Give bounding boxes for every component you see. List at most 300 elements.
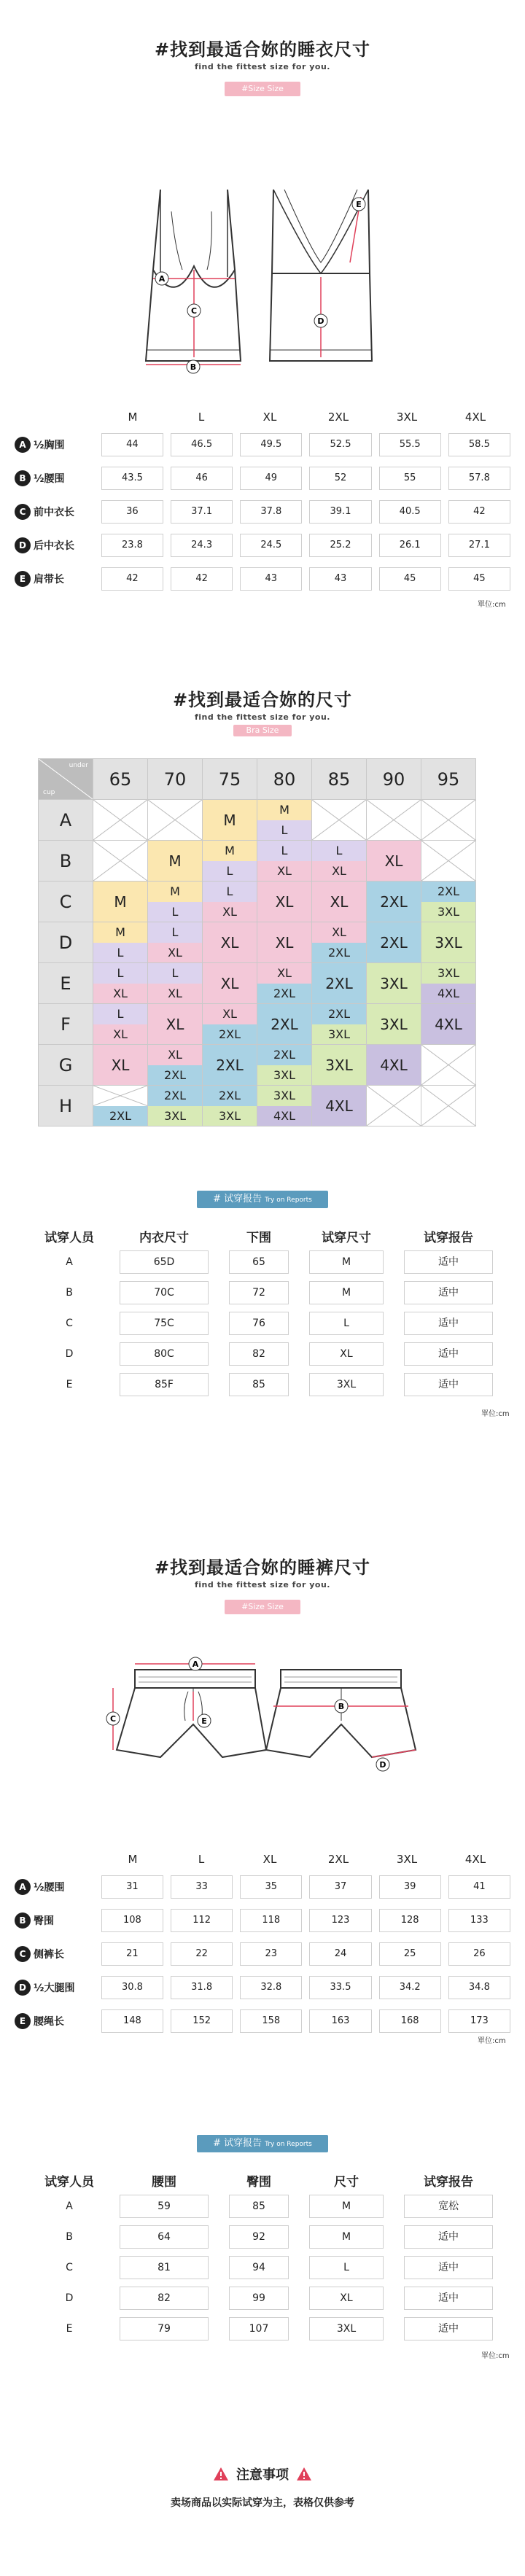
svg-text:B: B [190, 362, 197, 372]
report-cell-wrap [394, 1312, 503, 1335]
pants-size-header-row [15, 1851, 518, 1868]
report-header: 尺寸 [334, 2174, 359, 2190]
report-pill-text: # 试穿报告 [213, 2138, 262, 2149]
report-header-row [29, 2169, 510, 2191]
letter-badge: A [15, 437, 31, 453]
report-cell-wrap [109, 2225, 219, 2249]
report-cell-wrap [299, 2225, 394, 2249]
measurement-value: 37.1 [171, 500, 233, 524]
report-value: 适中 [404, 1250, 493, 1274]
top-unit-label: 單位:cm [478, 601, 506, 609]
underbust-header: 70 [148, 759, 203, 800]
size-cell [93, 922, 148, 963]
size-label: L [257, 841, 311, 861]
report-row [29, 2252, 510, 2283]
size-label: 3XL [203, 1106, 257, 1126]
letter-badge: E [15, 2013, 31, 2029]
size-label: 3XL [148, 1106, 202, 1126]
report-cell-wrap [29, 2292, 109, 2304]
size-cell [367, 882, 421, 922]
size-label: 4XL [367, 1045, 421, 1085]
report-cell-wrap [109, 2256, 219, 2279]
report-cell-wrap [29, 1318, 109, 1329]
report-cell-wrap [109, 1342, 219, 1366]
size-cell [312, 882, 367, 922]
report-value: 99 [229, 2287, 289, 2310]
pants-report-pill-wrap [0, 2135, 525, 2152]
size-label: XL [148, 1004, 202, 1044]
size-header: 4XL [464, 410, 486, 424]
cup-header: G [39, 1045, 93, 1086]
cup-header: C [39, 882, 93, 922]
report-cell-wrap [29, 2262, 109, 2273]
size-cell [203, 922, 257, 963]
measurement-value: 52 [309, 467, 371, 490]
measurement-value: 35 [240, 1875, 302, 1899]
size-cell [312, 1086, 367, 1126]
report-value: 85 [229, 2195, 289, 2218]
pants-report-pill [197, 2135, 328, 2152]
size-label: L [93, 943, 147, 963]
cross-mark [421, 800, 475, 840]
size-cell [93, 1004, 148, 1045]
report-cell-wrap [219, 2317, 299, 2340]
report-row [29, 1247, 510, 1277]
underbust-header: 65 [93, 759, 148, 800]
underbust-header: 95 [421, 759, 476, 800]
size-cell [148, 1045, 203, 1086]
size-label: 2XL [312, 1004, 366, 1024]
size-header: 3XL [396, 1853, 418, 1866]
letter-badge: A [15, 1879, 31, 1895]
report-row [29, 1369, 510, 1400]
measurement-label [15, 1912, 101, 1929]
measurement-row [15, 432, 518, 458]
report-value: 72 [229, 1281, 289, 1304]
bra-size-title: #找到最适合妳的尺寸 [172, 690, 353, 710]
size-cell [312, 1045, 367, 1086]
report-value: M [309, 1281, 384, 1304]
report-cell-wrap [109, 2287, 219, 2310]
size-cell [93, 1086, 148, 1126]
no-size-mark [148, 800, 202, 840]
report-row [29, 1308, 510, 1339]
report-value: 75C [120, 1312, 209, 1335]
size-label: 2XL [312, 943, 366, 963]
measurement-row [15, 465, 518, 491]
letter-badge: D [15, 1980, 31, 1996]
size-label: 4XL [421, 1004, 475, 1044]
report-cell-wrap [299, 2317, 394, 2340]
cross-mark [367, 1086, 421, 1126]
report-header: 试穿尺寸 [322, 1230, 371, 1245]
report-cell-wrap [394, 2195, 503, 2218]
size-label: M [203, 841, 257, 861]
measurement-value: 49.5 [240, 433, 302, 456]
size-label: XL [203, 902, 257, 922]
report-cell-wrap [219, 1250, 299, 1274]
report-value: 适中 [404, 1281, 493, 1304]
size-cell [421, 882, 476, 922]
measurement-value: 52.5 [309, 433, 371, 456]
measurement-name: 腰绳长 [34, 2016, 64, 2028]
svg-text:A: A [192, 1659, 199, 1669]
measurement-value: 152 [171, 2009, 233, 2033]
measurement-label [15, 470, 101, 486]
size-label: XL [367, 841, 421, 881]
measurement-value: 45 [448, 567, 510, 591]
cup-header: A [39, 800, 93, 841]
size-label: XL [203, 963, 257, 1003]
size-label: XL [148, 1045, 202, 1065]
no-size-mark [93, 841, 147, 881]
letter-badge: D [15, 537, 31, 553]
report-cell-wrap [29, 2323, 109, 2335]
measurement-value: 42 [448, 500, 510, 524]
size-header: M [128, 410, 138, 424]
measurement-value: 30.8 [101, 1976, 163, 1999]
report-cell-wrap [219, 2256, 299, 2279]
top-size-pill: #Size Size [225, 82, 300, 96]
warning-icon [296, 2467, 312, 2481]
size-header: L [198, 1853, 205, 1866]
measurement-value: 22 [171, 1942, 233, 1966]
svg-text:E: E [201, 1716, 207, 1726]
measurement-value: 55.5 [379, 433, 441, 456]
report-header-row [29, 1225, 510, 1247]
measurement-value: 168 [379, 2009, 441, 2033]
measurement-label [15, 2013, 101, 2029]
pants-report-table [29, 2169, 510, 2344]
report-cell-wrap [299, 1250, 394, 1274]
report-value: 64 [120, 2225, 209, 2249]
measurement-name: 前中衣长 [34, 507, 74, 518]
size-cell [367, 1086, 421, 1126]
size-cell [203, 1004, 257, 1045]
size-header: 3XL [396, 410, 418, 424]
svg-text:D: D [317, 316, 324, 326]
report-value: XL [309, 2287, 384, 2310]
report-row [29, 2314, 510, 2344]
top-measurement-table [15, 408, 518, 599]
svg-text:E: E [356, 200, 362, 209]
cross-mark [421, 1045, 475, 1085]
size-label: 4XL [421, 984, 475, 1004]
size-label: 2XL [203, 1086, 257, 1106]
report-value: 82 [120, 2287, 209, 2310]
tester-id: C [66, 2262, 73, 2273]
size-cell [148, 922, 203, 963]
size-label: 2XL [148, 1086, 202, 1106]
corner-cup: cup [43, 789, 55, 796]
bra-size-grid [38, 758, 476, 1126]
size-cell [203, 882, 257, 922]
size-label: 3XL [312, 1024, 366, 1045]
report-value: 适中 [404, 2317, 493, 2340]
measurement-value: 133 [448, 1909, 510, 1932]
size-cell [367, 1004, 421, 1045]
pants-size-section [0, 1553, 525, 1614]
size-cell [421, 1086, 476, 1126]
measurement-name: 后中衣长 [34, 540, 74, 552]
report-value: 82 [229, 1342, 289, 1366]
top-size-title: #找到最适合妳的睡衣尺寸 [154, 39, 371, 60]
size-label: M [93, 882, 147, 922]
report2-unit: 單位:cm [481, 2352, 510, 2360]
size-cell [257, 922, 312, 963]
report-value: 65 [229, 1250, 289, 1274]
tester-id: E [66, 1379, 73, 1390]
measurement-value: 37 [309, 1875, 371, 1899]
top-report-pill-wrap [0, 1191, 525, 1208]
size-cell [257, 800, 312, 841]
top-size-section [0, 35, 525, 96]
report-cell-wrap [299, 1312, 394, 1335]
camisole-diagram [131, 182, 394, 375]
underbust-header: 75 [203, 759, 257, 800]
size-label: 3XL [312, 1045, 366, 1085]
measurement-value: 42 [171, 567, 233, 591]
report-value: 92 [229, 2225, 289, 2249]
size-label: 3XL [367, 1004, 421, 1044]
size-cell [93, 882, 148, 922]
report-header: 内衣尺寸 [139, 1230, 189, 1245]
svg-text:A: A [158, 274, 166, 284]
size-cell [367, 841, 421, 882]
size-label: 3XL [367, 963, 421, 1003]
size-label: L [257, 820, 311, 841]
size-cell [257, 841, 312, 882]
report-cell-wrap [219, 1281, 299, 1304]
report-cell-wrap [299, 1281, 394, 1304]
size-label: 3XL [421, 902, 475, 922]
measurement-value: 40.5 [379, 500, 441, 524]
size-cell [421, 922, 476, 963]
size-cell [257, 1086, 312, 1126]
report-cell-wrap [29, 2231, 109, 2243]
report-cell-wrap [299, 2287, 394, 2310]
report-value: M [309, 1250, 384, 1274]
size-label: XL [257, 922, 311, 962]
measurement-value: 25.2 [309, 534, 371, 557]
size-cell [148, 800, 203, 841]
report-row [29, 2283, 510, 2314]
letter-badge: B [15, 470, 31, 486]
size-header: 2XL [327, 410, 349, 424]
pants-measurement-table [15, 1851, 518, 2042]
cross-mark [367, 800, 421, 840]
measurement-value: 46 [171, 467, 233, 490]
no-size-mark [421, 800, 475, 840]
shorts-diagram [102, 1648, 423, 1772]
report-value: 适中 [404, 2256, 493, 2279]
report-cell-wrap [394, 2317, 503, 2340]
notice-heading [0, 2464, 525, 2483]
report-cell-wrap [109, 2195, 219, 2218]
report-cell-wrap [29, 1287, 109, 1299]
measurement-value: 42 [101, 567, 163, 591]
report-cell-wrap [29, 1379, 109, 1390]
measurement-value: 44 [101, 433, 163, 456]
notice-text: 卖场商品以实际试穿为主，表格仅供参考 [171, 2497, 354, 2509]
measurement-value: 39 [379, 1875, 441, 1899]
report-cell-wrap [219, 1342, 299, 1366]
no-size-mark [421, 1045, 475, 1085]
size-label: XL [312, 922, 366, 943]
measurement-value: 41 [448, 1875, 510, 1899]
report-value: 适中 [404, 1342, 493, 1366]
size-cell [257, 1045, 312, 1086]
size-label: XL [148, 984, 202, 1004]
report-value: 79 [120, 2317, 209, 2340]
measurement-row [15, 1874, 518, 1900]
measurement-name: ½胸围 [34, 440, 65, 451]
measurement-value: 128 [379, 1909, 441, 1932]
no-size-mark [367, 1086, 421, 1126]
measurement-value: 33.5 [309, 1976, 371, 1999]
size-header: M [128, 1853, 138, 1866]
size-cell [93, 841, 148, 882]
size-label: XL [93, 984, 147, 1004]
measurement-value: 46.5 [171, 433, 233, 456]
measurement-value: 25 [379, 1942, 441, 1966]
report-value: 3XL [309, 2317, 384, 2340]
size-cell [367, 800, 421, 841]
bra-size-pill: Bra Size [233, 725, 292, 736]
size-label: 2XL [367, 882, 421, 922]
size-label: XL [257, 882, 311, 922]
no-size-mark [421, 841, 475, 881]
grid-corner [39, 759, 93, 800]
cup-header: E [39, 963, 93, 1004]
size-cell [148, 1004, 203, 1045]
size-label: M [93, 922, 147, 943]
size-cell [93, 963, 148, 1004]
measurement-label [15, 1879, 101, 1895]
measurement-name: 肩带长 [34, 574, 64, 585]
measurement-value: 39.1 [309, 500, 371, 524]
measurement-row [15, 2008, 518, 2034]
top-size-header-row [15, 408, 518, 426]
tester-id: B [66, 1287, 73, 1299]
report-cell-wrap [219, 1373, 299, 1396]
report-cell-wrap [109, 1281, 219, 1304]
pants-size-title: #找到最适合妳的睡裤尺寸 [154, 1557, 371, 1578]
report1-unit: 單位:cm [481, 1410, 510, 1418]
report-row [29, 1339, 510, 1369]
measurement-label [15, 437, 101, 453]
report-value: L [309, 1312, 384, 1335]
report-header: 腰围 [152, 2174, 176, 2190]
report-cell-wrap [219, 2287, 299, 2310]
svg-text:B: B [338, 1702, 345, 1711]
report-cell-wrap [109, 1250, 219, 1274]
report-row [29, 2222, 510, 2252]
size-cell [203, 963, 257, 1004]
measurement-value: 34.8 [448, 1976, 510, 1999]
cross-mark [421, 1086, 475, 1126]
report-value: L [309, 2256, 384, 2279]
size-label: L [148, 902, 202, 922]
report-value: 85F [120, 1373, 209, 1396]
measurement-value: 33 [171, 1875, 233, 1899]
cross-mark [93, 800, 147, 840]
report-cell-wrap [394, 1250, 503, 1274]
measurement-value: 123 [309, 1909, 371, 1932]
no-size-mark [421, 1086, 475, 1126]
measurement-value: 43.5 [101, 467, 163, 490]
report-value: 70C [120, 1281, 209, 1304]
report-cell-wrap [29, 1256, 109, 1268]
measurement-name: ½腰围 [34, 1882, 65, 1894]
report-cell-wrap [299, 1342, 394, 1366]
size-cell [148, 963, 203, 1004]
report-cell-wrap [109, 2317, 219, 2340]
report-cell-wrap [299, 1373, 394, 1396]
size-label: M [203, 800, 257, 840]
size-label: XL [203, 1004, 257, 1024]
report-row [29, 1277, 510, 1308]
bra-size-subtitle: find the fittest size for you. [195, 712, 330, 722]
cross-mark [148, 800, 202, 840]
report-value: 3XL [309, 1373, 384, 1396]
measurement-value: 49 [240, 467, 302, 490]
size-label: XL [93, 1045, 147, 1085]
cup-header: H [39, 1086, 93, 1126]
report-cell-wrap [219, 2195, 299, 2218]
report-cell-wrap [29, 1348, 109, 1360]
report-cell-wrap [219, 2225, 299, 2249]
report-value: 59 [120, 2195, 209, 2218]
size-label: 2XL [93, 1106, 147, 1126]
size-label: 2XL [257, 1004, 311, 1044]
measurement-value: 24.3 [171, 534, 233, 557]
report-header: 试穿报告 [424, 2174, 473, 2190]
size-cell [148, 882, 203, 922]
report-cell-wrap [394, 1373, 503, 1396]
no-size-mark [312, 800, 366, 840]
measurement-name: ½大腿围 [34, 1982, 75, 1994]
size-cell [421, 800, 476, 841]
svg-text:D: D [379, 1760, 386, 1770]
top-report-table [29, 1225, 510, 1400]
size-cell [367, 963, 421, 1004]
report-cell-wrap [109, 1312, 219, 1335]
report-pill-text: # 试穿报告 [213, 1194, 262, 1205]
report-cell-wrap [109, 1373, 219, 1396]
measurement-value: 34.2 [379, 1976, 441, 1999]
measurement-name: 侧裤长 [34, 1949, 64, 1961]
report-cell-wrap [394, 2287, 503, 2310]
letter-badge: B [15, 1912, 31, 1929]
no-size-mark [367, 800, 421, 840]
letter-badge: E [15, 571, 31, 587]
measurement-value: 43 [309, 567, 371, 591]
size-cell [367, 922, 421, 963]
measurement-row [15, 1974, 518, 2001]
report-cell-wrap [29, 2201, 109, 2212]
warning-icon [213, 2467, 229, 2481]
size-label: L [148, 922, 202, 943]
report-value: 107 [229, 2317, 289, 2340]
cup-header: B [39, 841, 93, 882]
top-size-subtitle: find the fittest size for you. [195, 62, 330, 71]
size-cell [203, 800, 257, 841]
measurement-value: 55 [379, 467, 441, 490]
size-label: XL [312, 882, 366, 922]
size-cell [367, 1045, 421, 1086]
measurement-value: 58.5 [448, 433, 510, 456]
